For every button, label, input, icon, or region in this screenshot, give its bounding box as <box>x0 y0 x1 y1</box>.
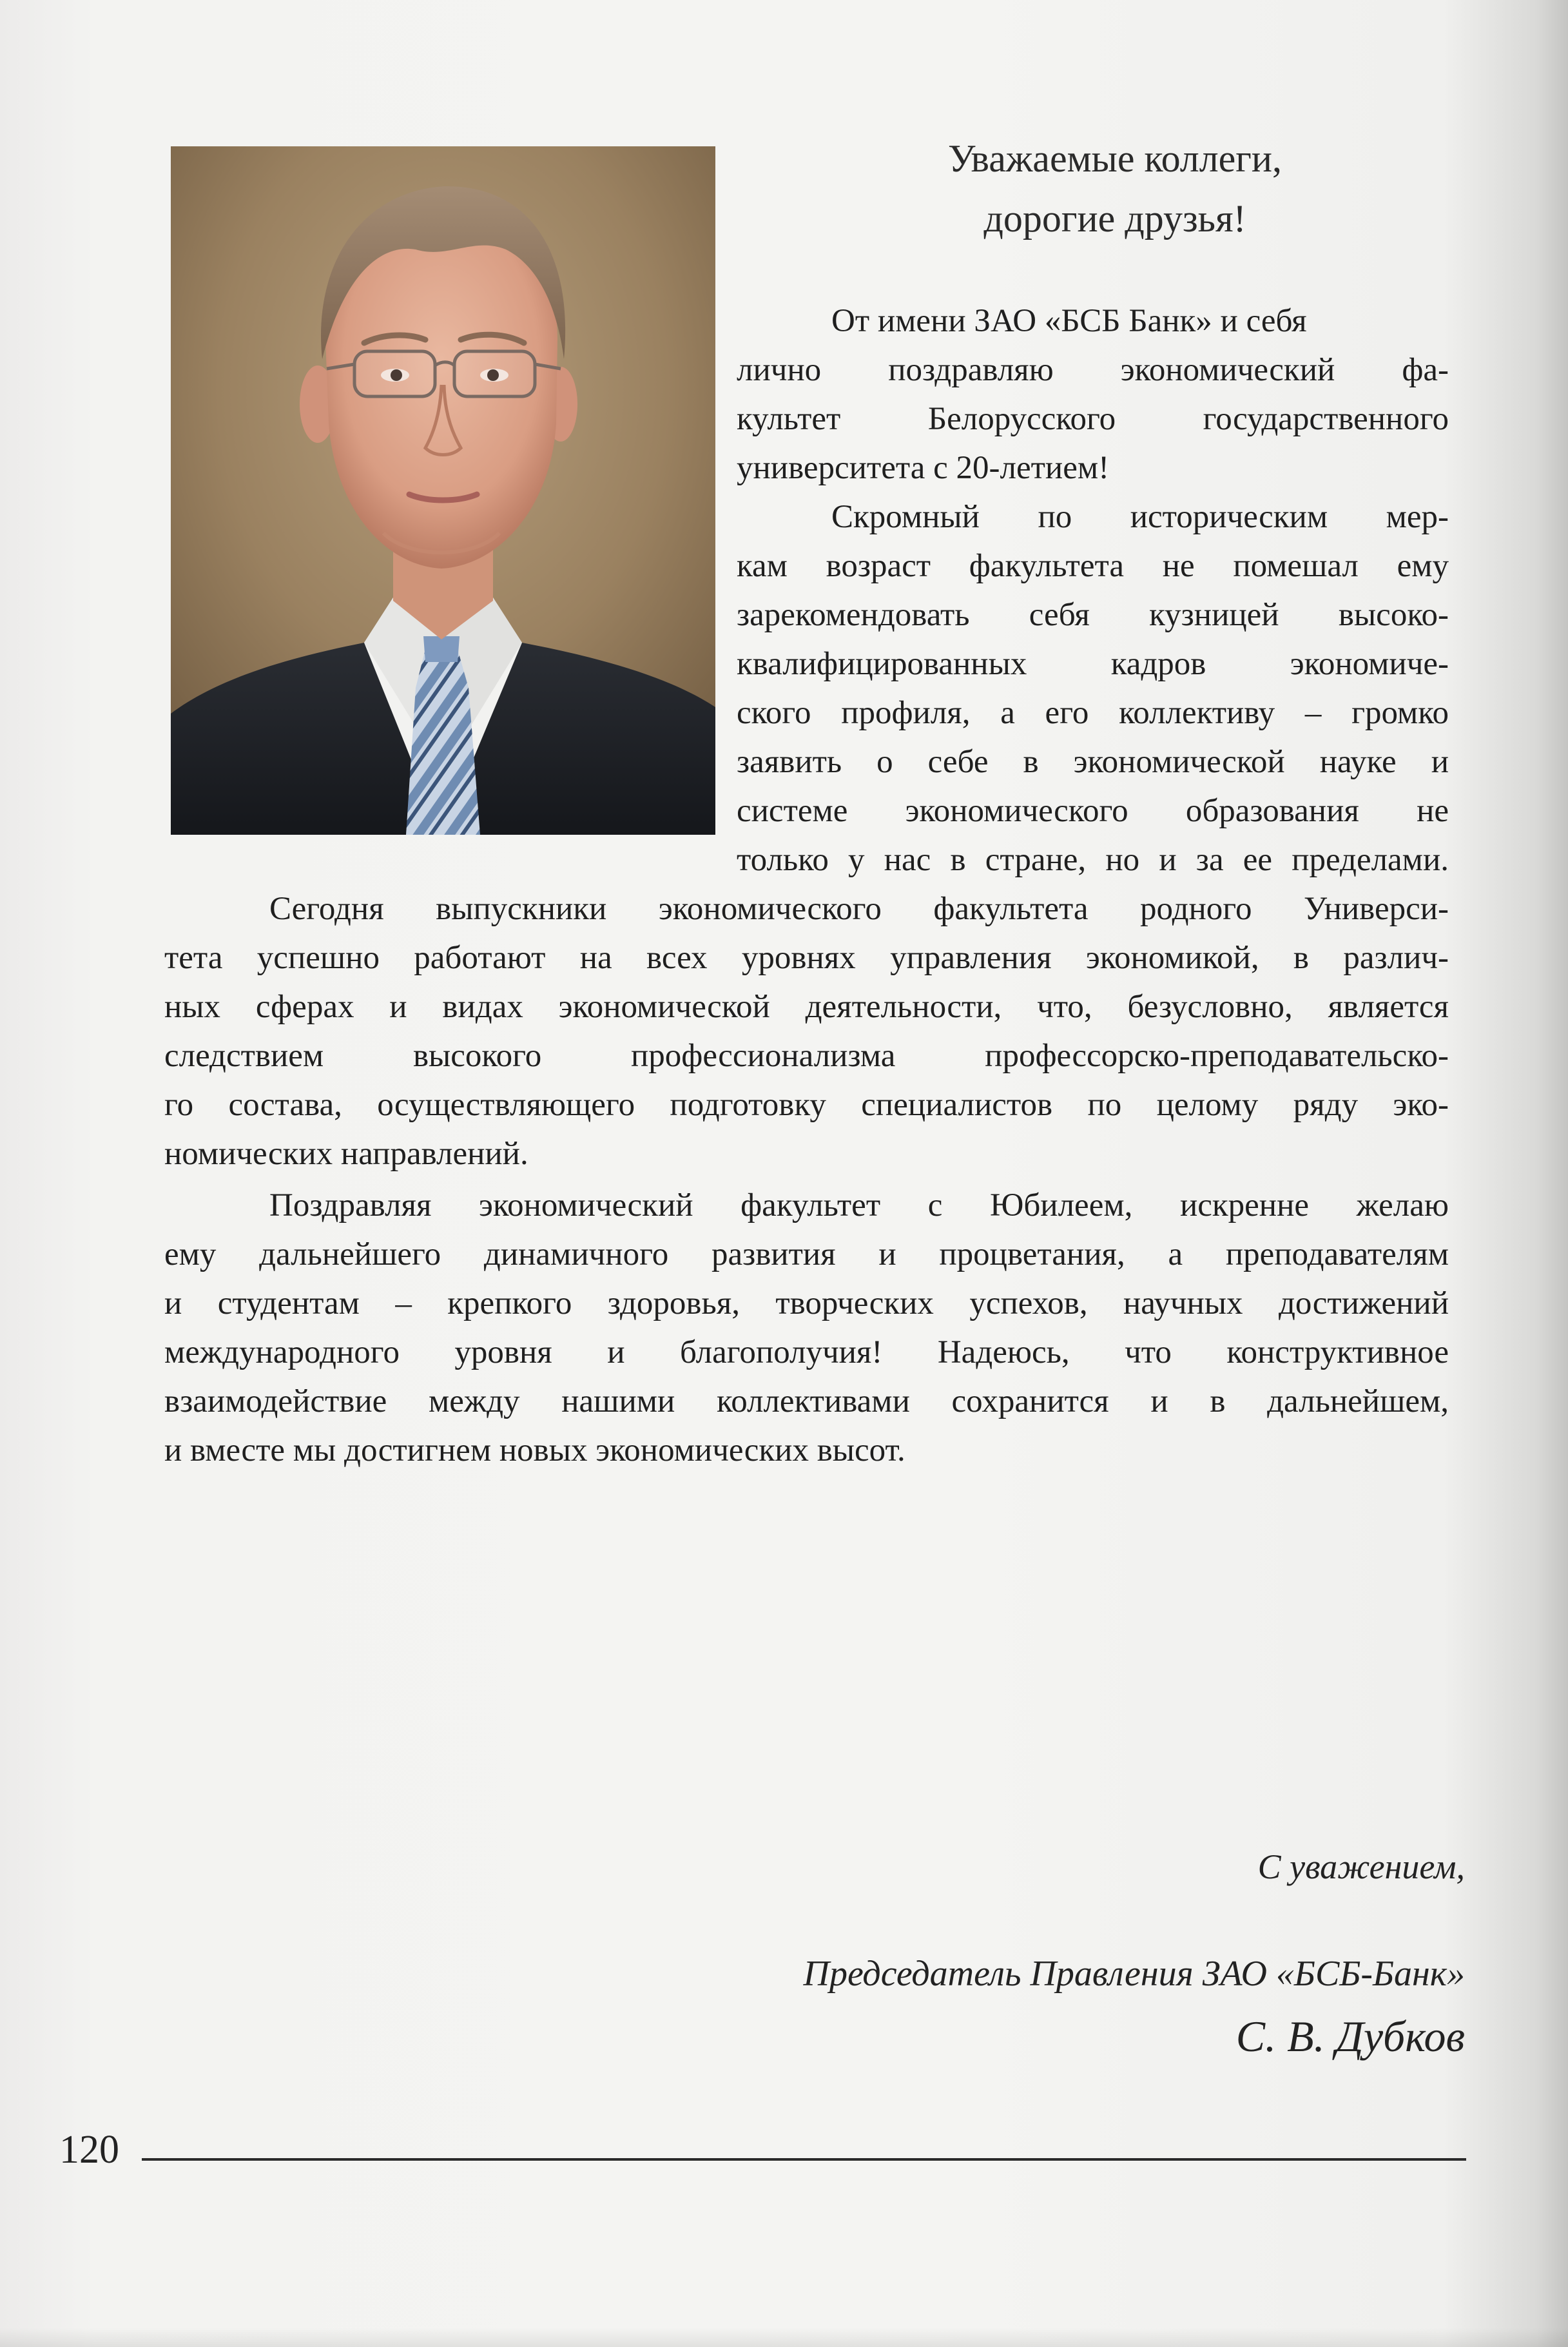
body-line: кам возраст факультета не помешал ему <box>737 548 1449 584</box>
body-line: лично поздравляю экономический фа- <box>737 352 1449 388</box>
body-line: системе экономического образования не <box>737 793 1449 829</box>
body-line: номических направлений. <box>164 1136 528 1172</box>
page-number: 120 <box>59 2128 119 2172</box>
body-line: зарекомендовать себя кузницей высоко- <box>737 597 1449 633</box>
body-line: культет Белорусского государственного <box>737 401 1449 437</box>
signature-regards: С уважением, <box>1257 1847 1465 1886</box>
body-line: ему дальнейшего динамичного развития и процветания, а преподавателям <box>164 1236 1449 1272</box>
body-line: ского профиля, а его коллективу – громко <box>737 695 1449 731</box>
signature-position: Председатель Правления ЗАО «БСБ-Банк» <box>803 1954 1465 1994</box>
footer-rule <box>142 2158 1466 2161</box>
body-line: взаимодействие между нашими коллективами сохранится и в дальнейшем, <box>164 1383 1449 1419</box>
greeting-line-2: дорогие друзья! <box>983 197 1246 240</box>
greeting-line-1: Уважаемые коллеги, <box>947 137 1282 180</box>
body-line: только у нас в стране, но и за ее пределами. <box>737 842 1449 878</box>
body-line: и вместе мы достигнем новых экономических высот. <box>164 1432 905 1468</box>
body-line: квалифицированных кадров экономиче- <box>737 646 1449 682</box>
body-line: ных сферах и видах экономической деятельности, что, безусловно, является <box>164 989 1449 1025</box>
body-line: международного уровня и благополучия! Надеюсь, что конструктивное <box>164 1334 1449 1370</box>
body-line: тета успешно работают на всех уровнях управления экономикой, в различ- <box>164 940 1449 976</box>
body-line: и студентам – крепкого здоровья, творческих успехов, научных достижений <box>164 1285 1449 1321</box>
body-line: заявить о себе в экономической науке и <box>737 744 1449 780</box>
greeting-heading <box>793 129 1437 249</box>
body-line: го состава, осуществляющего подготовку специалистов по целому ряду эко- <box>164 1087 1449 1123</box>
body-line: Сегодня выпускники экономического факультета родного Универси- <box>269 891 1449 927</box>
body-line: Поздравляя экономический факультет с Юбилеем, искренне желаю <box>269 1187 1449 1223</box>
signature-name: С. В. Дубков <box>1235 2012 1465 2061</box>
body-line: От имени ЗАО «БСБ Банк» и себя <box>831 303 1307 339</box>
body-line: университета с 20-летием! <box>737 450 1110 486</box>
page-edge-shadow <box>0 2328 1568 2347</box>
portrait-photo <box>171 146 715 835</box>
body-line: следствием высокого профессионализма профессорско-преподавательско- <box>164 1038 1449 1074</box>
body-line: Скромный по историческим мер- <box>831 499 1449 535</box>
